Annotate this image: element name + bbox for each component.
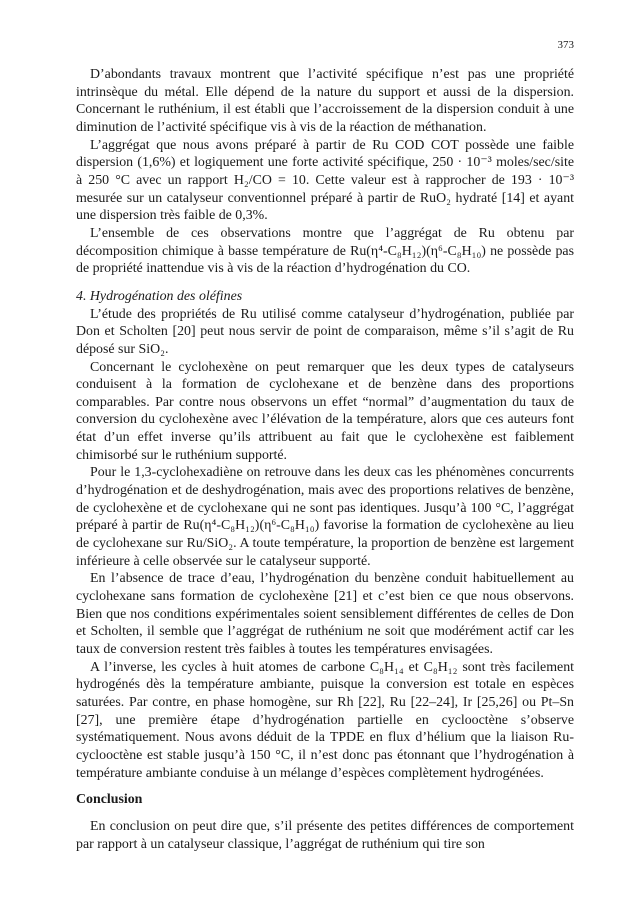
paragraph: L’étude des propriétés de Ru utilisé comme catalyseur d’hydrogénation, publiée par Don et Scholten [20] peut nous servir de point de comparaison, même s’il s’agit de Ru déposé sur SiO₂. bbox=[76, 306, 574, 357]
section-heading: 4. Hydrogénation des oléfines bbox=[76, 288, 243, 304]
conclusion-heading: Conclusion bbox=[76, 792, 143, 808]
document-page bbox=[76, 38, 574, 853]
paragraph: D’abondants travaux montrent que l’activité spécifique n’est pas une propriété intrinsèque du métal. Elle dépend de la nature du support et aussi de la dispersion. Concernant le ruthénium, il est établi que l’accroissement de la dispersion conduit à une diminution de l’activité spécifique vis à vis de la réaction de méthanation. bbox=[76, 67, 574, 135]
paragraph: Pour le 1,3-cyclohexadiène on retrouve dans les deux cas les phénomènes concurrents d’hydrogénation et de deshydrogénation, mais avec des proportions relatives de benzène, de cyclohexène et de cyclohexane qui ne sont pas identiques. Jusqu’à 100 °C, l’aggrégat préparé à partir de Ru(η⁴-C₈H₁₂)(η⁶-C₈H₁₀) favorise la formation de cyclohexène au lieu de cyclohexane sur Ru/SiO₂. A toute température, la proportion de benzène est largement inférieure à celle observée sur le catalyseur supporté. bbox=[76, 465, 574, 569]
paragraph: L’ensemble de ces observations montre que l’aggrégat de Ru obtenu par décomposition chimique à basse température de Ru(η⁴-C₈H₁₂)(η⁶-C₈H₁₀) ne possède pas de propriété inattendue vis à vis de la réaction d’hydrogénation du CO. bbox=[76, 225, 574, 277]
paragraph: En conclusion on peut dire que, s’il présente des petites différences de comportement par rapport à un catalyseur classique, l’aggrégat de ruthénium qui tire son bbox=[76, 818, 574, 852]
paragraph: Concernant le cyclohexène on peut remarquer que les deux types de catalyseurs conduisent à la formation de cyclohexane et de benzène dans des proportions comparables. Par contre nous observons un effet “normal” d’augmentation du taux de conversion du cyclohexène avec l’élévation de la température, alors que ces auteurs font état d’un effet inverse qu’ils attribuent au fait que le cyclohexène est faiblement chimisorbé sur le ruthénium supporté. bbox=[76, 359, 574, 463]
page-number: 373 bbox=[557, 39, 574, 51]
paragraph: A l’inverse, les cycles à huit atomes de carbone C₈H₁₄ et C₈H₁₂ sont très facilement hydrogénés dès la température ambiante, puisque la conversion est totale en espèces saturées. Par contre, en phase homogène, sur Rh [22], Ru [22–24], Ir [25,26] ou Pt–Sn [27], une première étape d’hydrogénation partielle en cyclooctène s’observe systématiquement. Nous avons déduit de la TPDE en flux d’hélium que la liaison Ru-cyclooctène est stable jusqu’à 150 °C, il n’est donc pas étonnant que l’hydrogénation à température ambiante conduise à un mélange d’espèces complètement hydrogénées. bbox=[76, 659, 574, 781]
paragraph: L’aggrégat que nous avons préparé à partir de Ru COD COT possède une faible dispersion (1,6%) et logiquement une forte activité spécifique, 250 · 10⁻³ moles/sec/site à 250 °C avec un rapport H₂/CO = 10. Cette valeur est à rapprocher de 193 · 10⁻³ mesurée sur un catalyseur conventionnel préparé à partir de RuO₂ hydraté [14] et ayant une dispersion très faible de 0,3%. bbox=[76, 137, 574, 224]
paragraph: En l’absence de trace d’eau, l’hydrogénation du benzène conduit habituellement au cyclohexane sans formation de cyclohexène [21] et c’est bien ce que nous observons. Bien que nos conditions expérimentales soient sensiblement différentes de celles de Don et Scholten, il semble que l’aggrégat de ruthénium ne soit que modérément actif car les taux de conversion restent très faibles à toutes les températures envisagées. bbox=[76, 571, 574, 657]
